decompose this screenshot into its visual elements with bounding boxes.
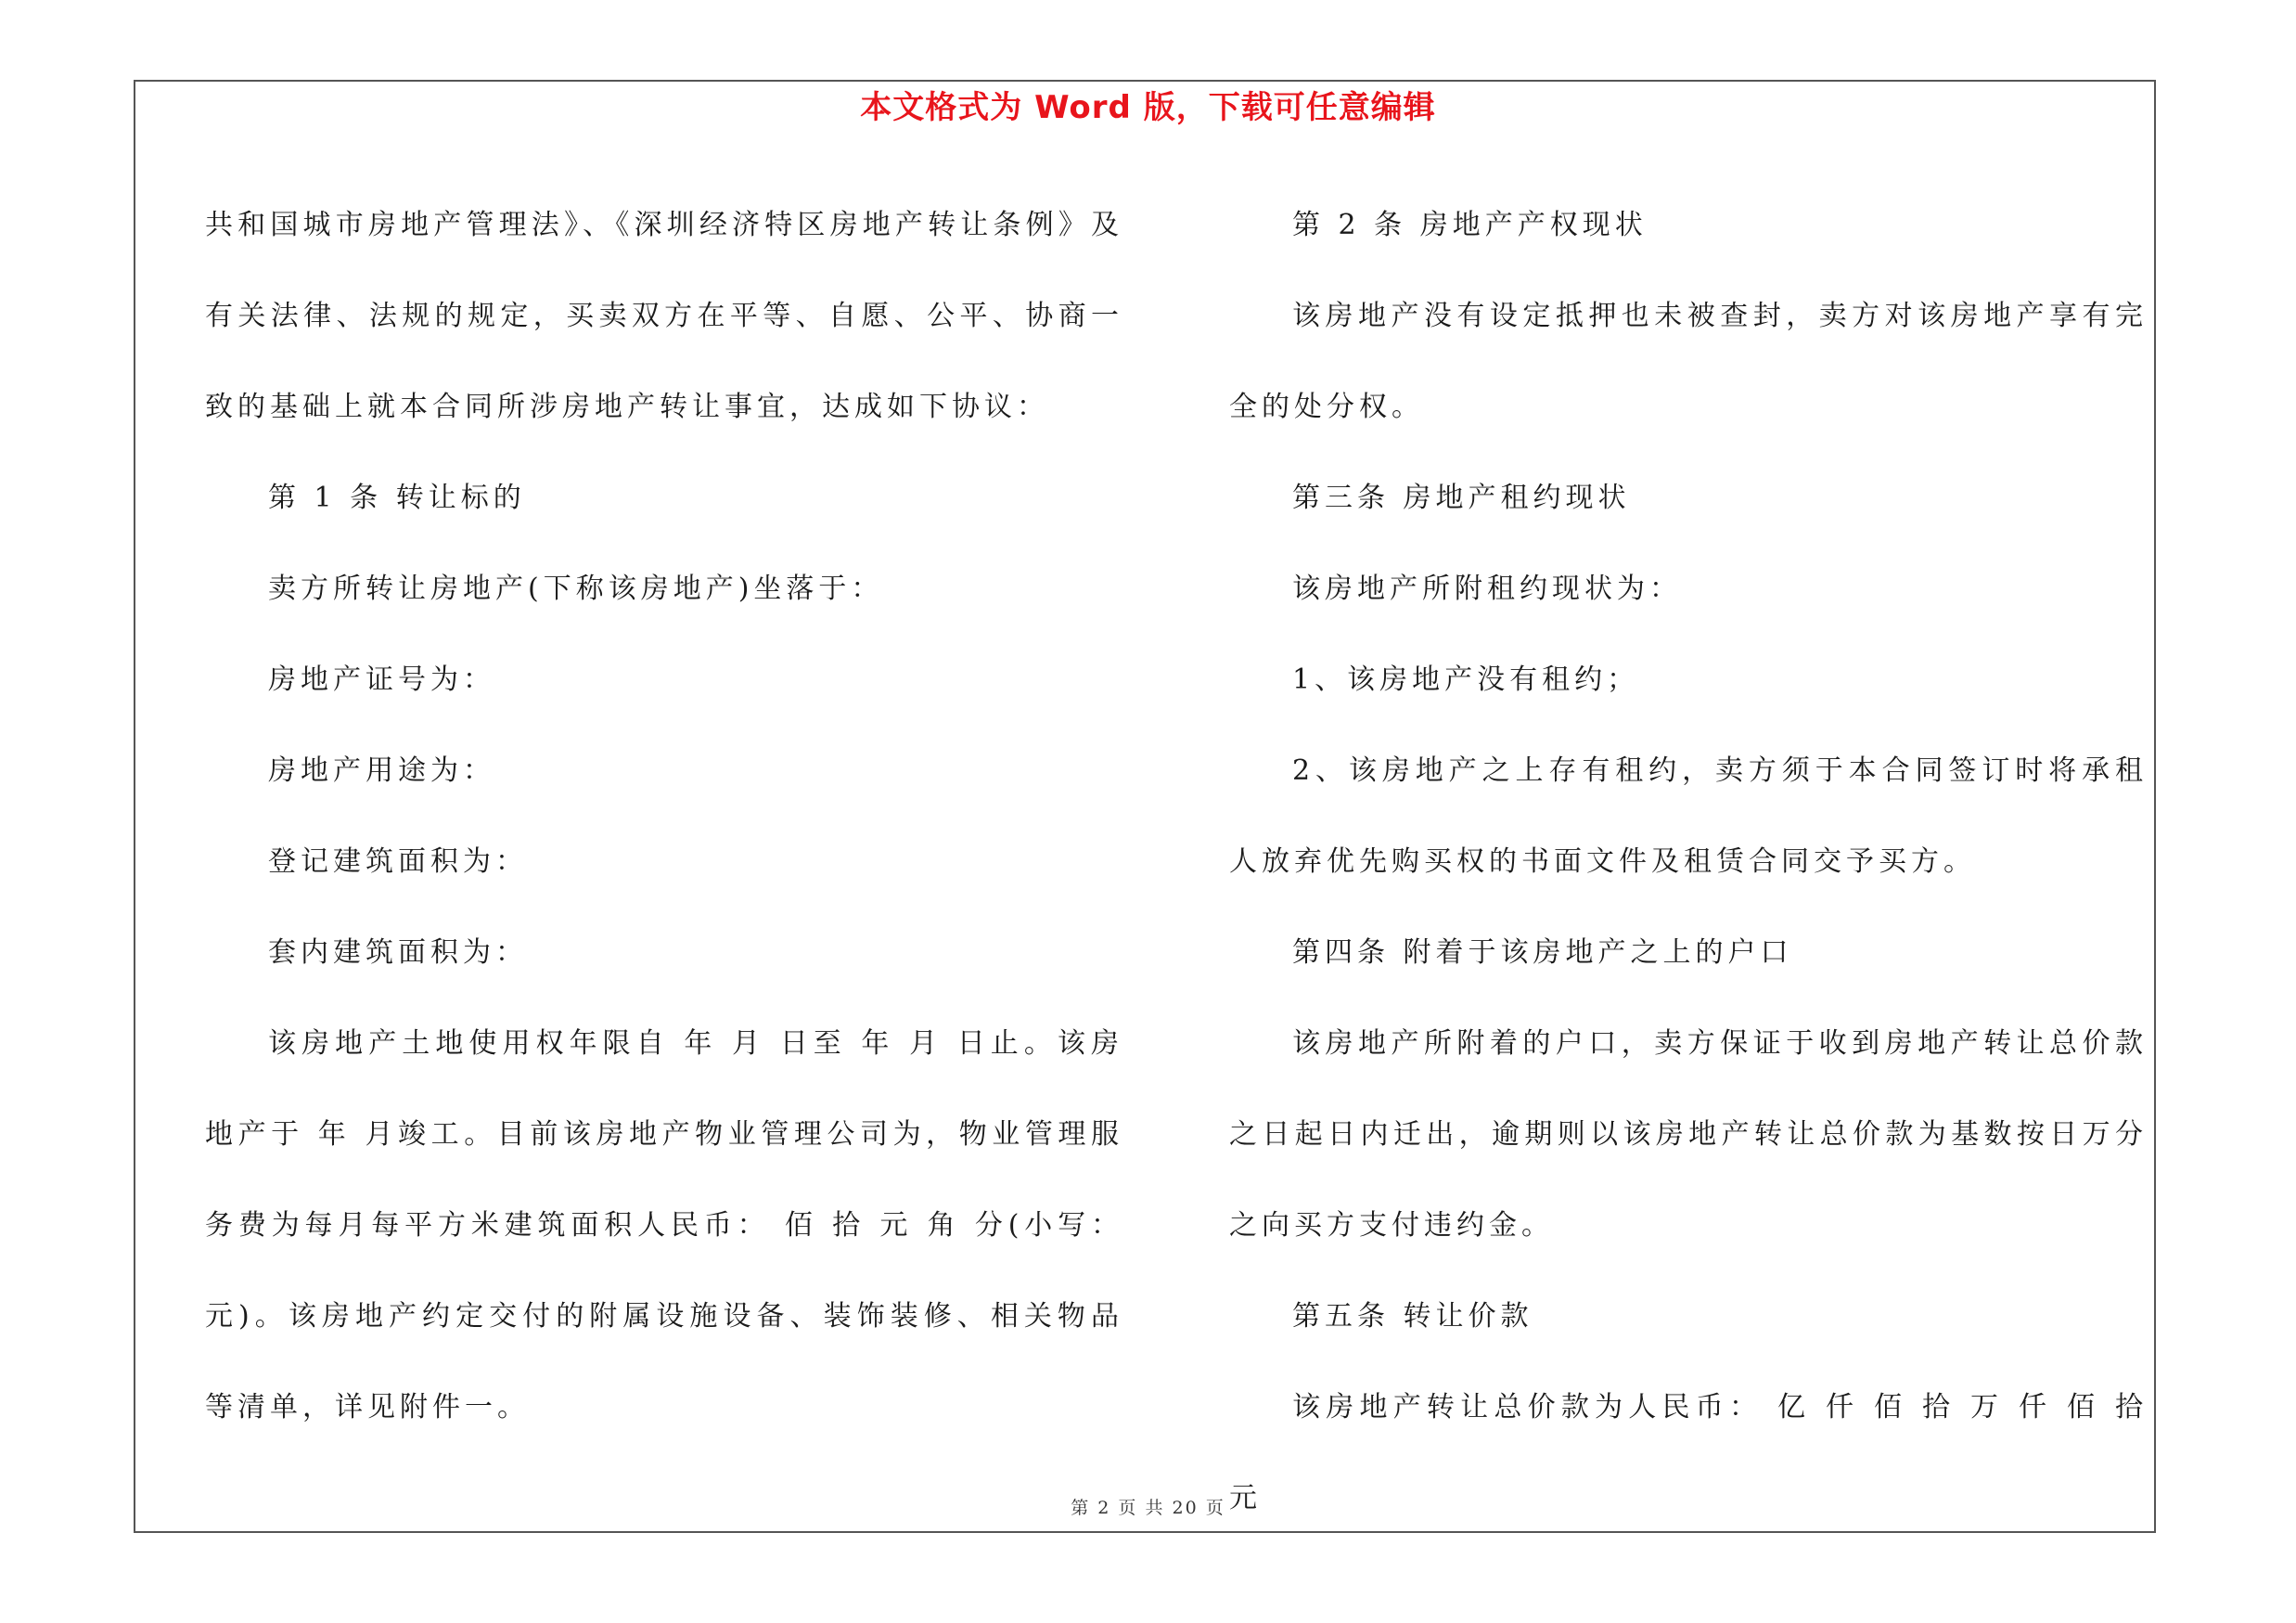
paragraph: 该房地产土地使用权年限自 年 月 日至 年 月 日止。该房地产于 年 月竣工。目前该房地产物业管理公司为，物业管理服务费为每月每平方米建筑面积人民币： 佰 拾 元 角 分(小写： 元)。该房地产约定交付的附属设施设备、装饰装修、相关物品等清单，详见附件一。 <box>205 1027 1123 1423</box>
page-number-footer: 第 2 页 共 20 页 <box>1071 1498 1225 1518</box>
paragraph: 房地产用途为： <box>268 754 495 787</box>
paragraph: 第四条 附着于该房地产之上的户口 <box>1292 936 1793 969</box>
paragraph: 房地产证号为： <box>268 663 495 696</box>
paragraph: 第三条 房地产租约现状 <box>1292 482 1631 514</box>
paragraph: 卖方所转让房地产(下称该房地产)坐落于： <box>268 573 884 605</box>
paragraph: 1、该房地产没有租约； <box>1292 663 1640 696</box>
paragraph: 该房地产没有设定抵押也未被查封，卖方对该房地产享有完全的处分权。 <box>1229 300 2148 423</box>
paragraph: 2、该房地产之上存有租约，卖方须于本合同签订时将承租人放弃优先购买权的书面文件及租赁合同交予买方。 <box>1229 754 2148 878</box>
right-column <box>1229 180 2148 1544</box>
word-format-banner: 本文格式为 Word 版，下载可任意编辑 <box>860 89 1436 126</box>
paragraph: 该房地产所附着的户口，卖方保证于收到房地产转让总价款之日起日内迁出，逾期则以该房地产转让总价款为基数按日万分之向买方支付违约金。 <box>1229 1027 2148 1242</box>
paragraph: 该房地产所附租约现状为： <box>1292 573 1682 605</box>
paragraph: 第五条 转让价款 <box>1292 1300 1533 1333</box>
paragraph: 共和国城市房地产管理法》、《深圳经济特区房地产转让条例》及有关法律、法规的规定，买卖双方在平等、自愿、公平、协商一致的基础上就本合同所涉房地产转让事宜，达成如下协议： <box>205 209 1123 423</box>
paragraph: 登记建筑面积为： <box>268 845 528 878</box>
paragraph: 该房地产转让总价款为人民币： 亿 仟 佰 拾 万 仟 佰 拾 元 <box>1229 1391 2148 1514</box>
left-column <box>205 180 1123 1453</box>
paragraph: 第 1 条 转让标的 <box>268 482 526 514</box>
paragraph: 第 2 条 房地产产权现状 <box>1292 209 1648 241</box>
paragraph: 套内建筑面积为： <box>268 936 528 969</box>
